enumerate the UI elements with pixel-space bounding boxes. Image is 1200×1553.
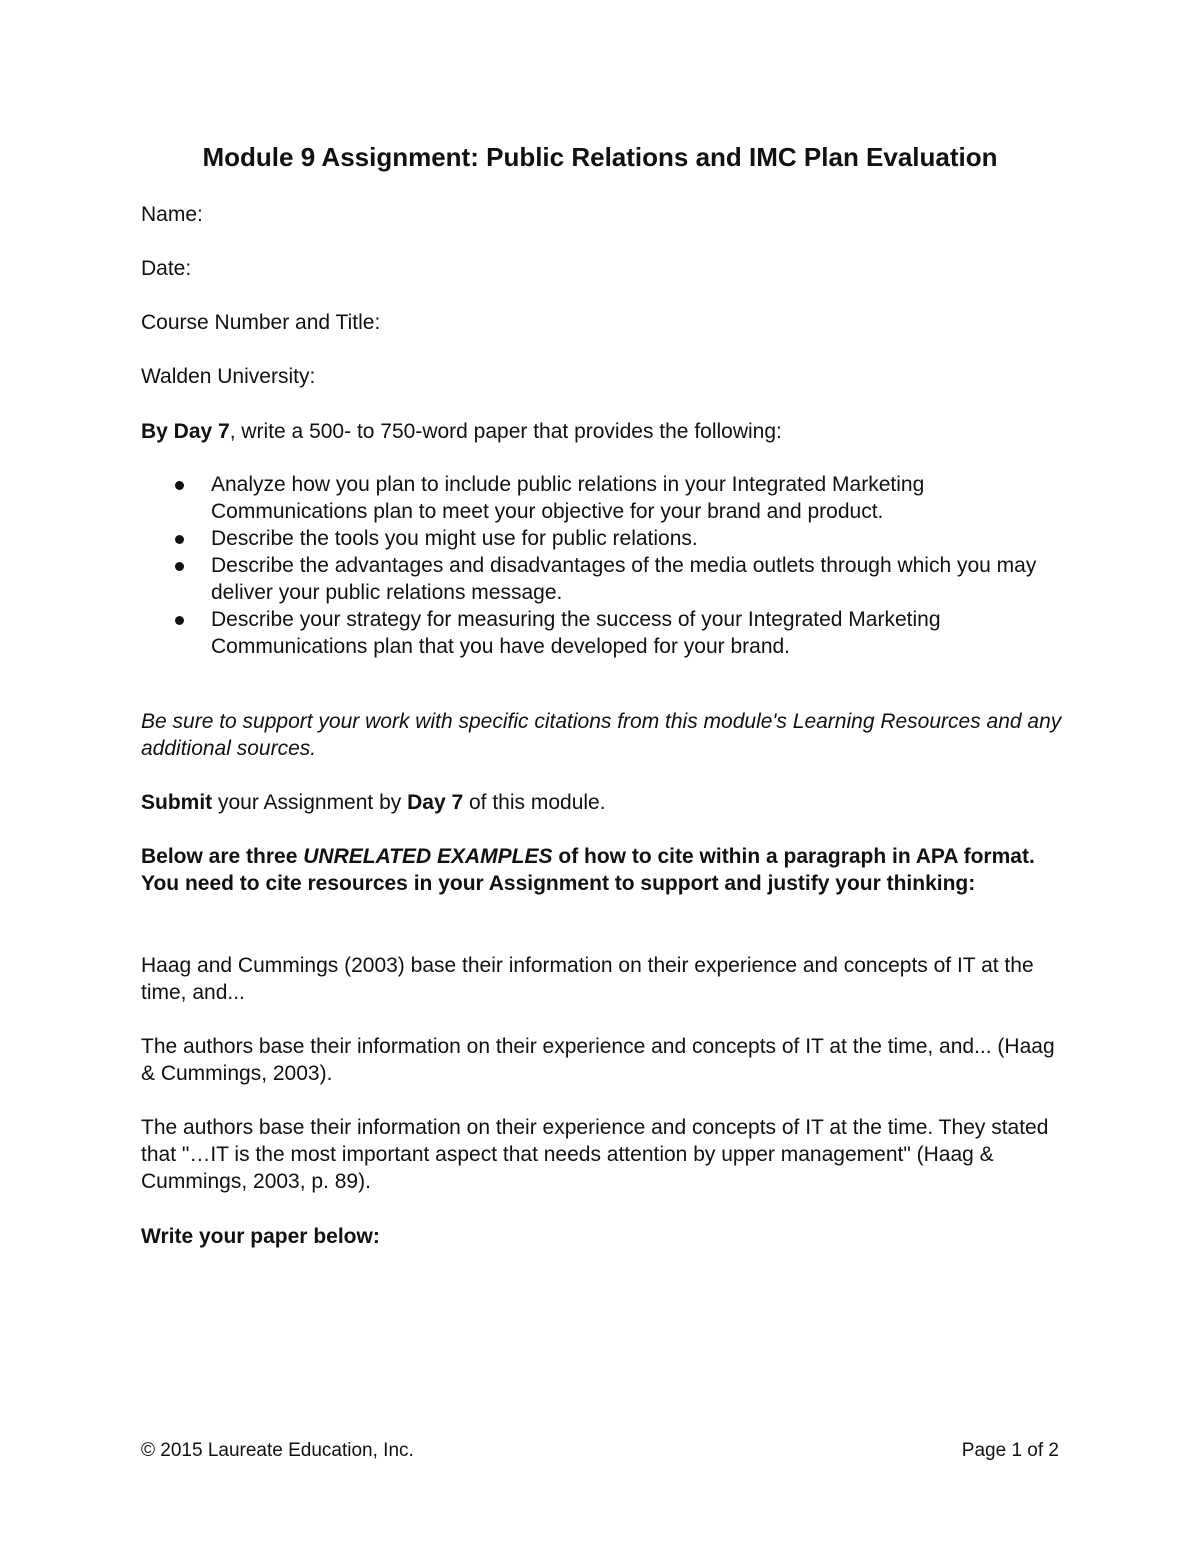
submit-end: of this module. <box>463 791 606 814</box>
list-item-text: Describe your strategy for measuring the success of your Integrated Marketing Communications plan that you have developed for your brand. <box>211 608 941 658</box>
examples-heading <box>141 843 1071 897</box>
requirements-list <box>141 471 1071 660</box>
instructions-text: , write a 500- to 750-word paper that provides the following: <box>229 420 782 443</box>
submit-day: Day 7 <box>407 791 464 814</box>
list-item <box>141 471 1071 525</box>
bullet-icon <box>175 481 184 490</box>
footer-page-number: Page 1 of 2 <box>961 1440 1059 1461</box>
example-paragraph-1: Haag and Cummings (2003) base their information on their experience and concepts of IT at the time, and... <box>141 954 1034 1004</box>
footer-copyright: © 2015 Laureate Education, Inc. <box>141 1440 414 1461</box>
bullet-icon <box>175 616 184 625</box>
list-item <box>141 552 1071 606</box>
write-below-heading: Write your paper below: <box>141 1225 380 1248</box>
examples-heading-part2: of how to cite within a paragraph in APA format. You need to cite resources in your Assignment to support and justify your thinking: <box>141 845 1035 895</box>
instructions-lead: By Day 7 <box>141 420 230 443</box>
list-item-text: Analyze how you plan to include public relations in your Integrated Marketing Communications plan to meet your objective for your brand and product. <box>211 473 925 523</box>
date-field-label: Date: <box>141 257 192 280</box>
list-item <box>141 525 1071 552</box>
examples-heading-italic: UNRELATED EXAMPLES <box>303 845 553 868</box>
bullet-icon <box>175 535 184 544</box>
submit-lead: Submit <box>141 791 213 814</box>
list-item <box>141 606 1071 660</box>
submit-paragraph <box>141 789 1071 816</box>
page-title: Module 9 Assignment: Public Relations and IMC Plan Evaluation <box>202 142 998 172</box>
list-item-text: Describe the tools you might use for public relations. <box>211 527 698 550</box>
submit-mid: your Assignment by <box>212 791 408 814</box>
name-field-label: Name: <box>141 203 203 226</box>
bullet-icon <box>175 562 184 571</box>
course-field-label: Course Number and Title: <box>141 311 381 334</box>
examples-heading-part1: Below are three <box>141 845 304 868</box>
support-note: Be sure to support your work with specific citations from this module's Learning Resources and any additional sources. <box>141 710 1062 760</box>
university-field-label: Walden University: <box>141 365 316 388</box>
example-paragraph-3: The authors base their information on their experience and concepts of IT at the time. They stated that "…IT is the most important aspect that needs attention by upper management" (Haag & Cummings, 2003, p. 89). <box>141 1116 1049 1193</box>
instructions-paragraph <box>141 418 1071 445</box>
list-item-text: Describe the advantages and disadvantages of the media outlets through which you may deliver your public relations message. <box>211 554 1037 604</box>
example-paragraph-2: The authors base their information on their experience and concepts of IT at the time, and... (Haag & Cummings, 2003). <box>141 1035 1055 1085</box>
